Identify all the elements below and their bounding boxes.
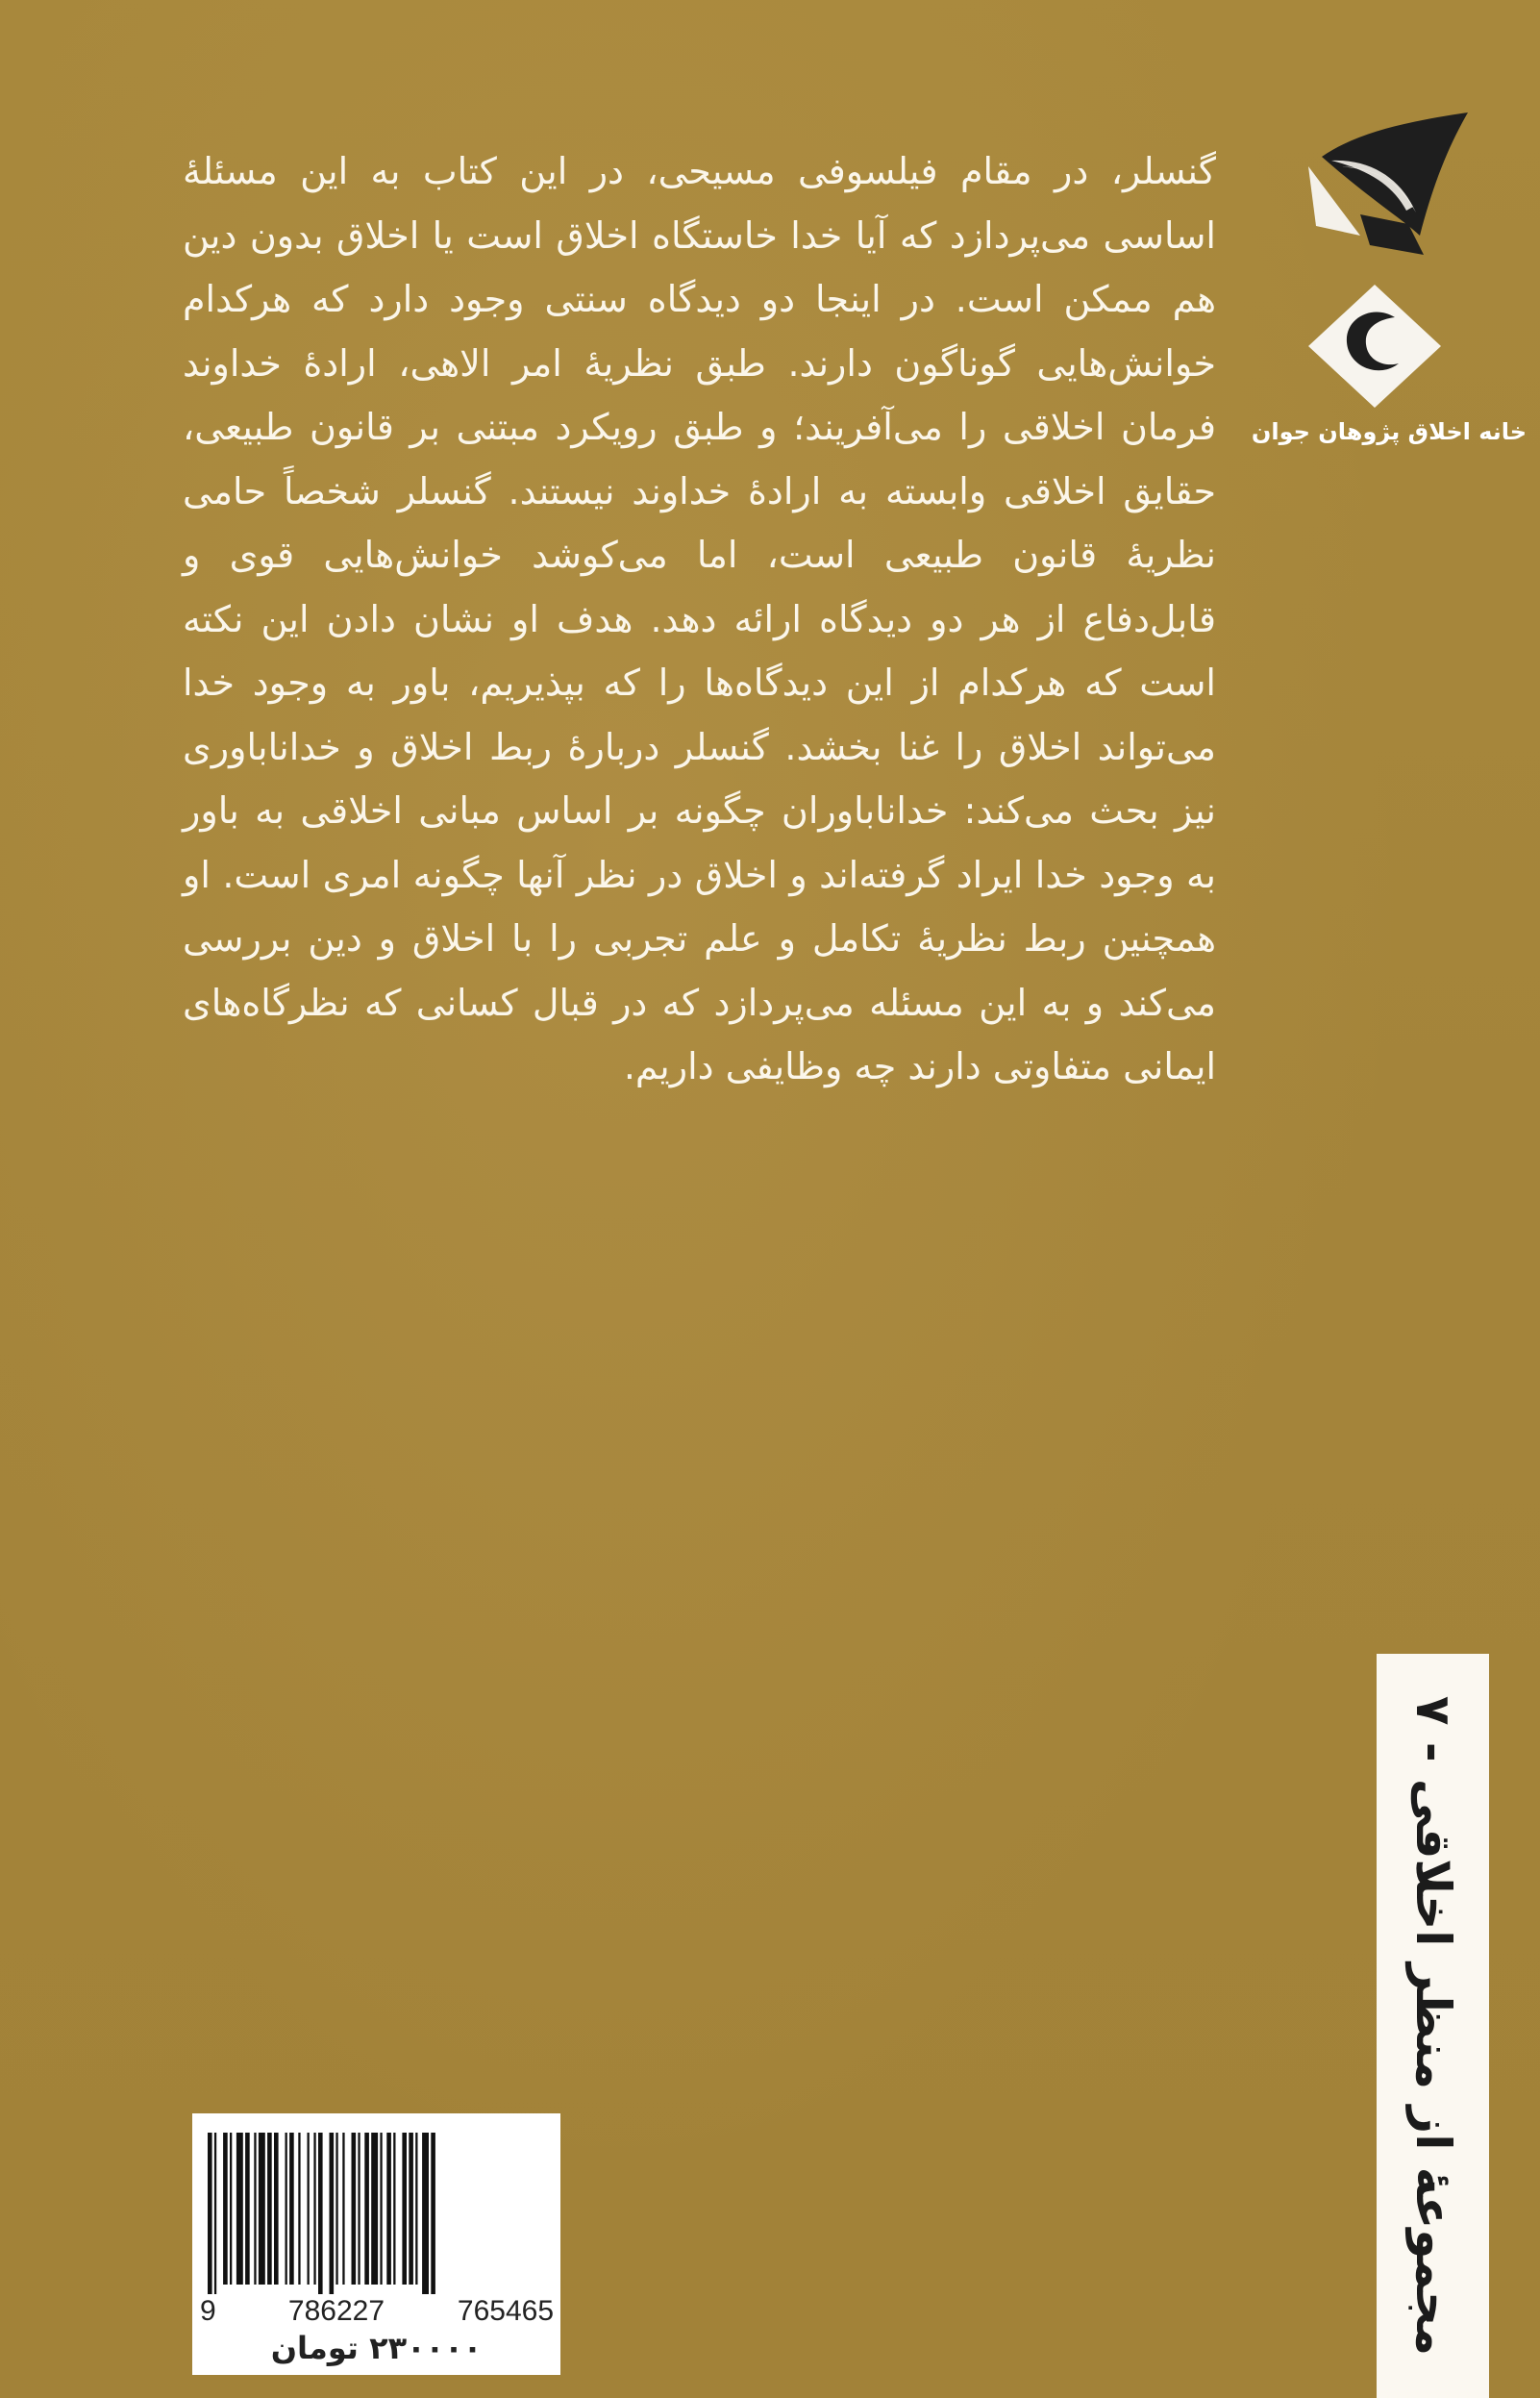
price-label: ۲۳۰۰۰۰ تومان [270, 2330, 483, 2366]
barcode-bar [208, 2133, 212, 2294]
barcode-bar [267, 2133, 272, 2285]
barcode-bar [313, 2133, 315, 2285]
barcode-bar [286, 2133, 287, 2285]
isbn-group-left: 786227 [287, 2295, 385, 2327]
barcode-bar [422, 2133, 429, 2294]
barcode-bar [393, 2133, 395, 2285]
barcode-bar [335, 2133, 337, 2285]
barcode-bar [380, 2133, 382, 2285]
barcode-bar [358, 2133, 360, 2285]
series-band [1377, 1654, 1489, 2398]
barcode-bar [330, 2133, 335, 2294]
barcode-bar [259, 2133, 265, 2285]
barcode-icon [208, 2133, 545, 2294]
barcode-bar [230, 2133, 232, 2285]
barcode-bar [318, 2133, 323, 2294]
crescent-mark-icon [1303, 279, 1447, 413]
barcode-bar [415, 2133, 417, 2285]
barcode-bar [308, 2133, 310, 2285]
pen-nib-icon [1303, 111, 1476, 255]
barcode-bar [223, 2133, 228, 2285]
barcode-bar [352, 2133, 357, 2285]
barcode-bar [409, 2133, 413, 2285]
barcode-bar [254, 2133, 256, 2285]
back-cover-blurb: گنسلر، در مقام فیلسوفی مسیحی، در این کتاب به این مسئلهٔ اساسی می‌پردازد که آیا خدا خاستگاه اخلاق است یا اخلاق بدون دین هم ممکن است. در اینجا دو دیدگاه سنتی وجود دارد که هرکدام خوانش‌هایی گوناگون دارند. طبق نظریهٔ امر الاهی، ارادهٔ خداوند فرمان اخلاقی را می‌آفریند؛ و طبق رویکرد مبتنی بر قانون طبیعی، حقایق اخلاقی وابسته به ارادهٔ خداوند نیستند. گنسلر شخصاً حامی نظریهٔ قانون طبیعی است، اما می‌کوشد خوانش‌هایی قوی و قابل‌دفاع از هر دو دیدگاه ارائه دهد. هدف او نشان دادن این نکته است که هرکدام از این دیدگاه‌ها را که بپذیریم، باور به وجود خدا می‌تواند اخلاق را غنا بخشد. گنسلر دربارهٔ ربط اخلاق و خداناباوری نیز بحث می‌کند: خداناباوران چگونه بر اساس مبانی اخلاقی به باور به وجود خدا ایراد گرفته‌اند و اخلاق در نظر آنها چگونه امری است. او همچنین ربط نظریهٔ تکامل و علم تجربی را با اخلاق و دین بررسی می‌کند و به این مسئله می‌پردازد که در قبال کسانی که نظرگاه‌های ایمانی متفاوتی دارند چه وظایفی داریم. [183, 150, 1216, 1087]
barcode-bar [298, 2133, 300, 2285]
publisher-logo [1250, 96, 1528, 471]
barcode-bar [214, 2133, 216, 2294]
barcode-bar [342, 2133, 344, 2285]
series-title: مجموعهٔ از منظر اخلاقی - ۷ [1404, 1695, 1461, 2357]
barcode-bar [289, 2133, 294, 2285]
barcode-box [192, 2113, 560, 2375]
barcode-bar [371, 2133, 378, 2285]
barcode-bar [245, 2133, 250, 2285]
barcode-bar [431, 2133, 435, 2294]
barcode-bar [274, 2133, 279, 2285]
isbn-prefix: 9 [200, 2295, 216, 2327]
barcode-bar [364, 2133, 369, 2285]
isbn-group-right: 765465 [457, 2295, 554, 2327]
barcode-bar [386, 2133, 391, 2285]
publisher-name: خانه اخلاق پژوهان جوان [1251, 418, 1528, 445]
isbn-number [200, 2296, 554, 2327]
barcode-bar [236, 2133, 243, 2285]
barcode-bar [402, 2133, 407, 2285]
